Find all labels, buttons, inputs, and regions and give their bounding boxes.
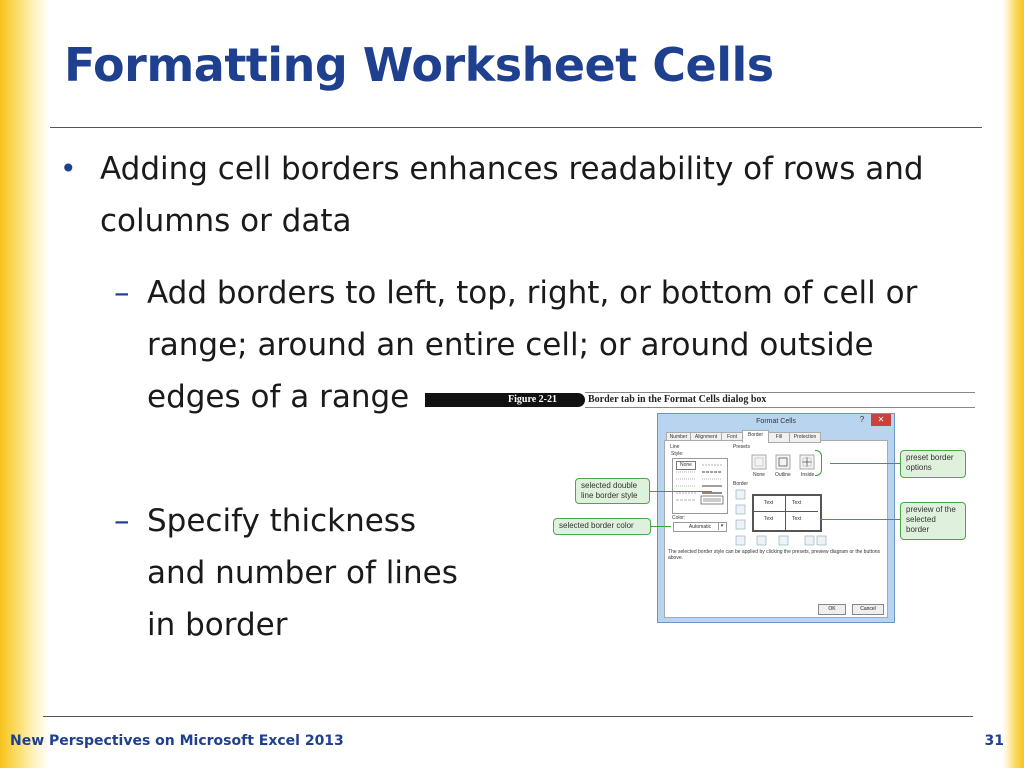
preview-inside-horizontal (754, 511, 818, 512)
callout-arrow (650, 491, 712, 492)
sub-bullet-text: Add borders to left, top, right, or bottom of cell or range; around an entire cell; or around outside edges of a range (147, 275, 918, 415)
dash-icon: – (114, 275, 130, 311)
tab-fill[interactable]: Fill (768, 432, 790, 443)
figure-caption: Border tab in the Format Cells dialog box (588, 394, 767, 405)
presets-label: Presets (733, 444, 750, 450)
preset-inside-label[interactable]: Inside (801, 472, 815, 478)
preview-text: Text (792, 516, 802, 522)
line-group-label: Line (670, 444, 680, 450)
border-group-label: Border (733, 481, 749, 487)
tab-number[interactable]: Number (666, 432, 691, 443)
style-none-option[interactable]: None (676, 461, 696, 470)
preset-buttons[interactable] (750, 453, 820, 471)
callout-arrow (651, 526, 671, 527)
dialog-title: Format Cells (756, 418, 796, 425)
tab-alignment[interactable]: Alignment (690, 432, 722, 443)
border-color-select[interactable]: Automatic (673, 522, 727, 532)
figure-number: Figure 2-21 (508, 394, 557, 405)
tab-font[interactable]: Font (721, 432, 743, 443)
sub-bullet-text: Specify thickness and number of lines in border (147, 503, 458, 643)
title-divider (50, 127, 982, 128)
cancel-button[interactable]: Cancel (852, 604, 884, 615)
preview-text: Text (764, 516, 774, 522)
help-icon[interactable]: ? (859, 415, 865, 424)
style-label: Style: (671, 451, 684, 457)
preview-inside-vertical (785, 496, 786, 530)
callout-border-color: selected border color (553, 518, 651, 535)
tab-border[interactable]: Border (742, 430, 769, 443)
preset-outline-label[interactable]: Outline (775, 472, 791, 478)
chevron-down-icon: ▾ (718, 523, 725, 530)
bullet-text: Adding cell borders enhances readability of rows and columns or data (100, 151, 924, 239)
close-icon[interactable]: ✕ (871, 414, 891, 426)
figure-label-bar (425, 393, 585, 407)
dialog-hint-text: The selected border style can be applied by clicking the presets, preview diagram or the buttons above. (668, 549, 881, 561)
left-gold-band (0, 0, 50, 768)
preview-text: Text (792, 500, 802, 506)
callout-arrow (830, 463, 900, 464)
tab-protection[interactable]: Protection (789, 432, 821, 443)
slide-title: Formatting Worksheet Cells (64, 38, 774, 92)
footer-divider (43, 716, 973, 717)
footer-text: New Perspectives on Microsoft Excel 2013 (10, 733, 344, 749)
dash-icon: – (114, 503, 130, 539)
callout-arrow (820, 519, 900, 520)
line-style-samples[interactable] (672, 458, 726, 512)
callout-preview: preview of the selected border (900, 502, 966, 540)
preset-brace (815, 450, 822, 476)
preset-none-label[interactable]: None (753, 472, 765, 478)
bullet-icon: • (60, 152, 77, 185)
preview-text: Text (764, 500, 774, 506)
callout-double-line: selected double line border style (575, 478, 650, 504)
callout-preset-options: preset border options (900, 450, 966, 478)
border-preview[interactable] (752, 494, 822, 532)
color-label: Color: (672, 515, 686, 521)
page-number: 31 (984, 733, 1004, 749)
ok-button[interactable]: OK (818, 604, 846, 615)
figure-rule (585, 407, 975, 408)
right-gold-band (1002, 0, 1024, 768)
